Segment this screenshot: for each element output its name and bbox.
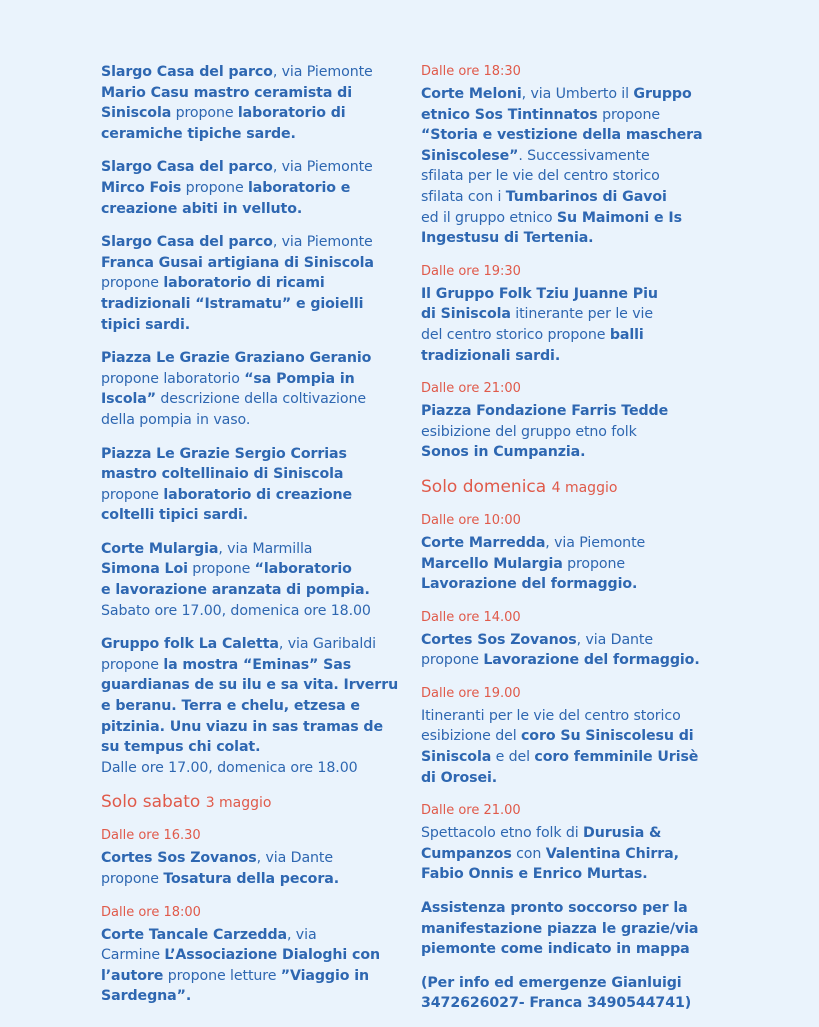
entry-line <box>101 717 401 738</box>
text: , via Dante <box>256 850 334 867</box>
text: propone <box>562 555 626 572</box>
bold-text: Su Maimoni e Is <box>556 209 682 226</box>
bold-text: L’Associazione Dialoghi con <box>164 947 380 964</box>
bold-text: Iscola” <box>101 391 156 408</box>
event-entry <box>421 401 731 463</box>
section-heading <box>421 476 731 499</box>
bold-text: Lavorazione del formaggio. <box>483 652 700 669</box>
event-entry <box>101 444 401 526</box>
bold-text: “sa Pompia in <box>244 370 355 387</box>
text: propone <box>101 486 164 503</box>
event-entry <box>421 823 731 885</box>
section-date: 4 maggio <box>551 479 618 496</box>
bold-text: (Per info ed emergenze Gianluigi <box>421 974 682 991</box>
event-time: Dalle ore 21.00 <box>421 803 521 819</box>
event-entry <box>421 898 731 960</box>
entry-line <box>101 869 401 890</box>
text: propone <box>421 652 484 669</box>
bold-text: Simona Loi <box>101 561 188 578</box>
bold-text: ceramiche tipiche sarde. <box>101 125 296 142</box>
bold-text: su tempus chi colat. <box>101 739 261 756</box>
text: . Successivamente <box>518 147 650 164</box>
bold-text: Assistenza pronto soccorso per la <box>421 900 688 917</box>
entry-line <box>101 945 401 966</box>
bold-text: piemonte come indicato in mappa <box>421 941 690 958</box>
event-time: Dalle ore 21:00 <box>421 381 521 397</box>
bold-text: guardianas de su ilu e sa vita. Irverru <box>101 677 399 694</box>
bold-text: Corte Tancale Carzedda <box>101 926 287 943</box>
bold-text: tipici sardi. <box>101 316 190 333</box>
section-title: Solo sabato <box>101 792 201 813</box>
event-entry <box>421 706 731 788</box>
entry-line <box>101 848 401 869</box>
entry-line <box>101 348 401 369</box>
bold-text: Franca Gusai artigiana di Siniscola <box>101 254 374 271</box>
bold-text: etnico Sos Tintinnatos <box>421 106 598 123</box>
event-entry <box>421 973 731 1014</box>
entry-line <box>421 208 731 229</box>
bold-text: Sardegna”. <box>101 988 192 1005</box>
bold-text: e beranu. Terra e chelu, etzesa e <box>101 698 360 715</box>
entry-line <box>101 389 401 410</box>
text: sfilata con i <box>421 188 506 205</box>
text: , via Dante <box>576 631 654 648</box>
entry-line <box>421 844 731 865</box>
bold-text: Siniscola <box>421 749 492 766</box>
bold-text: Tosatura della pecora. <box>163 871 339 887</box>
entry-line <box>101 178 401 199</box>
event-entry <box>101 539 401 621</box>
event-entry <box>421 284 731 366</box>
text: propone letture <box>163 967 281 984</box>
text: sfilata per le vie del centro storico <box>421 168 660 185</box>
entry-line <box>101 294 401 315</box>
bold-text: Lavorazione del formaggio. <box>421 576 638 593</box>
text: , via Marmilla <box>218 540 313 557</box>
entry-line <box>421 125 731 146</box>
bold-text: laboratorio e <box>247 179 351 196</box>
bold-text: Piazza Le Grazie Sergio Corrias <box>101 445 347 462</box>
entry-line <box>101 124 401 145</box>
text: del centro storico propone <box>421 326 610 343</box>
section-date: 3 maggio <box>205 795 272 812</box>
text: , via Garibaldi <box>278 636 376 653</box>
event-time: Dalle ore 14.00 <box>421 609 521 625</box>
event-time: Dalle ore 19.00 <box>421 685 521 701</box>
entry-line <box>101 315 401 336</box>
entry-line <box>101 83 401 104</box>
text: e del <box>491 749 535 766</box>
entry-line <box>421 442 731 463</box>
entry-line <box>421 304 731 325</box>
text: con <box>511 845 546 862</box>
bold-text: coltelli tipici sardi. <box>101 507 249 524</box>
entry-line <box>101 559 401 580</box>
text: propone <box>101 275 164 292</box>
entry-line <box>421 166 731 187</box>
text: Carmine <box>101 947 165 964</box>
bold-text: Cumpanzos <box>421 845 512 862</box>
entry-line <box>101 410 401 431</box>
event-entry <box>421 84 731 249</box>
entry-line <box>421 574 731 595</box>
entry-line <box>421 228 731 249</box>
entry-line <box>101 696 401 717</box>
text: esibizione del <box>421 728 521 745</box>
entry-line <box>421 284 731 305</box>
entry-line <box>421 422 731 443</box>
entry-line <box>421 533 731 554</box>
entry-line <box>421 973 731 994</box>
entry-line <box>101 157 401 178</box>
event-entry <box>101 157 401 219</box>
event-time: Dalle ore 19:30 <box>421 263 521 279</box>
entry-line <box>101 273 401 294</box>
bold-text: Il Gruppo Folk Tziu Juanne Piu <box>421 285 658 302</box>
bold-text: Mirco Fois <box>101 179 182 196</box>
entry-line <box>101 232 401 253</box>
bold-text: Slargo Casa del parco <box>101 159 273 176</box>
bold-text: l’autore <box>101 967 164 984</box>
event-entry <box>101 925 401 1007</box>
bold-text: Valentina Chirra, <box>545 845 679 862</box>
entry-line <box>421 346 731 367</box>
entry-line <box>101 103 401 124</box>
text: propone <box>187 561 255 578</box>
entry-line <box>421 84 731 105</box>
entry-line <box>421 768 731 789</box>
bold-text: Piazza Le Grazie Graziano Geranio <box>101 350 372 367</box>
entry-line <box>421 706 731 727</box>
bold-text: manifestazione piazza le grazie/via <box>421 920 699 937</box>
bold-text: Gruppo <box>633 86 692 102</box>
bold-text: Sonos in Cumpanzia. <box>421 444 586 461</box>
bold-text: coro femminile Urisè <box>534 749 699 766</box>
text: della pompia in vaso. <box>101 411 251 428</box>
text: itinerante per le vie <box>510 306 653 323</box>
event-time: Dalle ore 18:00 <box>101 904 201 920</box>
entry-line <box>421 554 731 575</box>
entry-line <box>421 898 731 919</box>
bold-text: di Siniscola <box>421 306 511 323</box>
entry-line <box>101 253 401 274</box>
text: , via Piemonte <box>545 534 646 551</box>
bold-text: la mostra “Eminas” Sas <box>163 656 352 673</box>
bold-text: Corte Marredda <box>421 534 546 551</box>
text: , via Umberto il <box>521 86 634 102</box>
bold-text: Siniscola <box>101 105 172 122</box>
event-entry <box>101 62 401 144</box>
entry-line <box>101 925 401 946</box>
bold-text: Ingestusu di Tertenia. <box>421 230 594 247</box>
bold-text: creazione abiti in velluto. <box>101 200 303 217</box>
bold-text: Mario Casu mastro ceramista di <box>101 84 352 101</box>
bold-text: balli <box>609 326 644 343</box>
text: Sabato ore 17.00, domenica ore 18.00 <box>101 602 371 619</box>
section-title: Solo domenica <box>421 476 547 497</box>
entry-line <box>421 105 731 126</box>
entry-line <box>421 325 731 346</box>
entry-line <box>101 634 401 655</box>
entry-line <box>101 62 401 83</box>
event-entry <box>101 634 401 778</box>
bold-text: Slargo Casa del parco <box>101 64 273 80</box>
bold-text: e lavorazione aranzata di pompia. <box>101 582 370 599</box>
entry-line <box>421 146 731 167</box>
entry-line <box>101 539 401 560</box>
text: propone <box>171 105 238 122</box>
bold-text: Cortes Sos Zovanos <box>101 850 257 867</box>
bold-text: mastro coltellinaio di Siniscola <box>101 466 344 483</box>
entry-line <box>421 650 731 671</box>
entry-line <box>101 580 401 601</box>
text: Itineranti per le vie del centro storico <box>421 707 681 724</box>
entry-line <box>421 747 731 768</box>
entry-line <box>421 823 731 844</box>
event-entry <box>421 533 731 595</box>
bold-text: laboratorio di ricami <box>163 275 325 292</box>
event-entry <box>421 630 731 671</box>
entry-line <box>101 737 401 758</box>
entry-line <box>421 401 731 422</box>
entry-line <box>101 675 401 696</box>
entry-line <box>101 986 401 1007</box>
text: , via Piemonte <box>272 234 373 251</box>
bold-text: Tumbarinos di Gavoi <box>505 188 667 205</box>
entry-line <box>101 369 401 390</box>
right-column <box>421 62 731 1027</box>
text: Spettacolo etno folk di <box>421 825 584 842</box>
bold-text: Marcello Mulargia <box>421 555 563 572</box>
bold-text: Corte Mulargia <box>101 540 219 557</box>
entry-line <box>101 655 401 676</box>
text: propone laboratorio <box>101 370 245 387</box>
entry-line <box>421 187 731 208</box>
entry-line <box>101 199 401 220</box>
bold-text: pitzinia. Unu viazu in sas tramas de <box>101 718 384 735</box>
entry-line <box>421 919 731 940</box>
bold-text: Gruppo folk La Caletta <box>101 636 279 653</box>
left-column <box>101 62 401 1020</box>
bold-text: tradizionali sardi. <box>421 347 561 364</box>
text: , via <box>286 926 317 943</box>
event-time: Dalle ore 16.30 <box>101 828 201 844</box>
entry-line <box>101 444 401 465</box>
bold-text: “Storia e vestizione della maschera <box>421 127 703 144</box>
entry-line <box>421 630 731 651</box>
bold-text: Fabio Onnis e Enrico Murtas. <box>421 866 648 883</box>
text: propone <box>181 179 248 196</box>
entry-line <box>101 505 401 526</box>
bold-text: Slargo Casa del parco <box>101 234 273 251</box>
entry-line <box>421 864 731 885</box>
entry-line <box>101 758 401 779</box>
text: esibizione del gruppo etno folk <box>421 423 637 440</box>
event-entry <box>101 848 401 889</box>
entry-line <box>101 464 401 485</box>
entry-line <box>421 993 731 1014</box>
bold-text: di Orosei. <box>421 769 498 786</box>
event-time: Dalle ore 10:00 <box>421 512 521 528</box>
text: , via Piemonte <box>272 64 373 80</box>
bold-text: Durusia & <box>583 825 662 842</box>
entry-line <box>421 726 731 747</box>
text: propone <box>101 871 164 887</box>
bold-text: Piazza Fondazione Farris Tedde <box>421 403 669 420</box>
bold-text: 3472626027- Franca 3490544741) <box>421 995 692 1012</box>
entry-line <box>101 966 401 987</box>
text: descrizione della coltivazione <box>155 391 366 408</box>
bold-text: Siniscolese” <box>421 147 519 164</box>
bold-text: laboratorio di creazione <box>163 486 353 503</box>
entry-line <box>101 485 401 506</box>
text: propone <box>597 106 660 123</box>
event-time: Dalle ore 18:30 <box>421 64 521 79</box>
text: Dalle ore 17.00, domenica ore 18.00 <box>101 759 358 776</box>
event-entry <box>101 232 401 335</box>
bold-text: tradizionali “Istramatu” e gioielli <box>101 295 364 312</box>
text: propone <box>101 656 164 673</box>
text: ed il gruppo etnico <box>421 209 557 226</box>
bold-text: laboratorio di <box>237 105 346 122</box>
bold-text: “laboratorio <box>254 561 352 578</box>
entry-line <box>421 939 731 960</box>
entry-line <box>101 601 401 622</box>
bold-text: coro Su Siniscolesu di <box>521 728 694 745</box>
event-entry <box>101 348 401 430</box>
bold-text: Corte Meloni <box>421 86 522 102</box>
bold-text: Cortes Sos Zovanos <box>421 631 577 648</box>
section-heading <box>101 791 401 814</box>
text: , via Piemonte <box>272 159 373 176</box>
bold-text: ”Viaggio in <box>280 967 369 984</box>
